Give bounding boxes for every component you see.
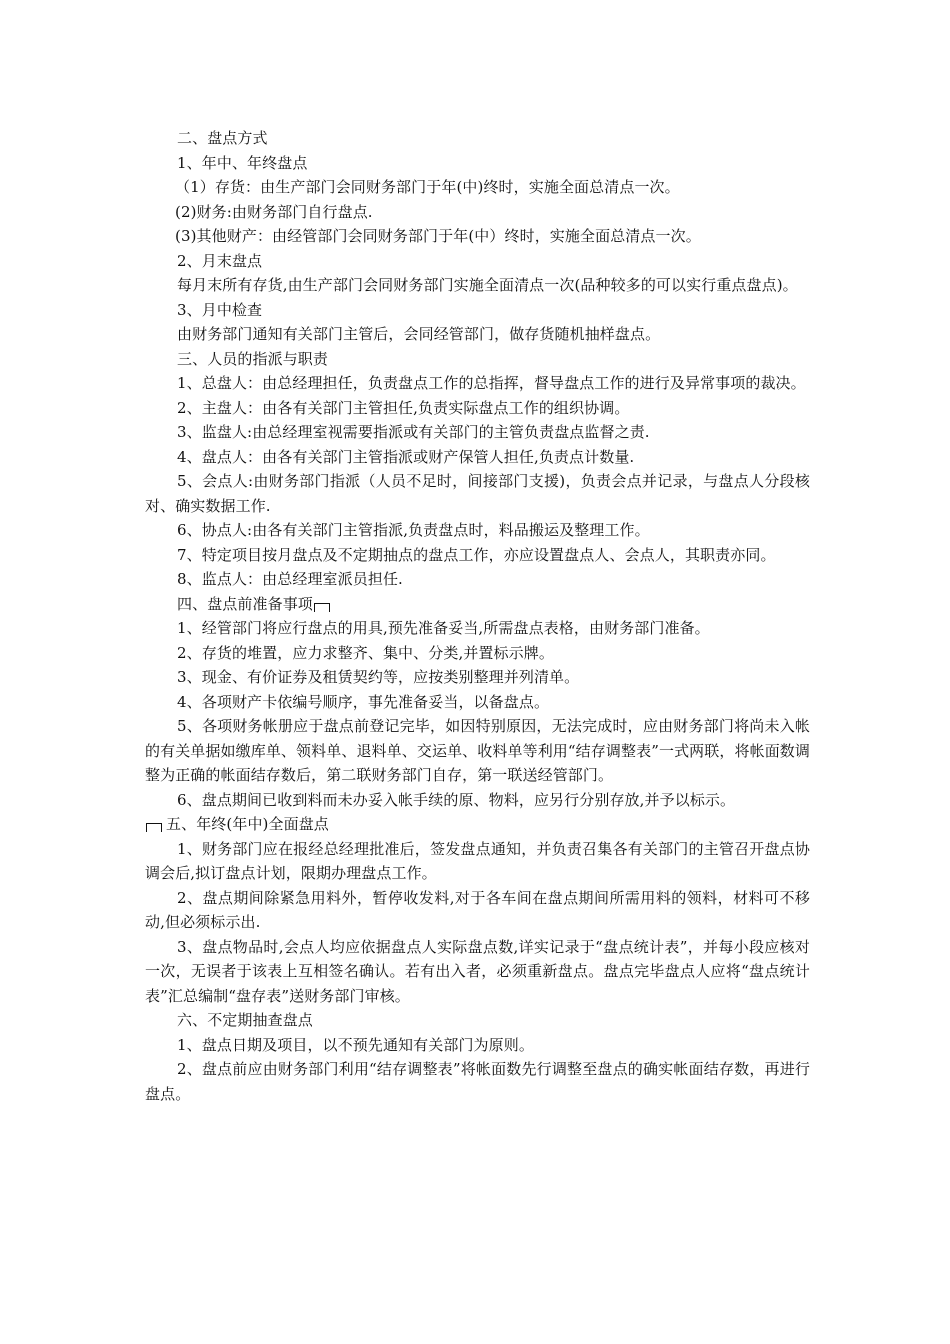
paragraph — [145, 1033, 810, 1058]
paragraph-text: （1）存货：由生产部门会同财务部门于年(中)终时，实施全面总清点一次。 — [175, 178, 680, 196]
paragraph — [145, 690, 810, 715]
paragraph — [145, 249, 810, 274]
paragraph — [145, 665, 810, 690]
paragraph-text: 六、不定期抽查盘点 — [177, 1011, 313, 1029]
paragraph-text: 6、盘点期间已收到料而未办妥入帐手续的原、物料，应另行分别存放,并予以标示。 — [177, 790, 736, 809]
bracket-mark-icon — [314, 603, 330, 612]
paragraph-text: (3)其他财产：由经管部门会同财务部门于年(中）终时，实施全面总清点一次。 — [175, 227, 701, 245]
paragraph-text: 3、现金、有价证券及租赁契约等，应按类别整理并列清单。 — [177, 668, 580, 686]
paragraph-text: 1、财务部门应在报经总经理批准后，签发盘点通知，并负责召集各有关部门的主管召开盘点协调会后,拟订盘点计划，限期办理盘点工作。 — [145, 839, 810, 882]
paragraph — [145, 641, 810, 666]
paragraph — [145, 175, 810, 200]
paragraph — [145, 200, 810, 225]
paragraph — [145, 224, 810, 249]
paragraph-text: 四、盘点前准备事项 — [177, 594, 313, 613]
paragraph — [145, 1057, 810, 1106]
paragraph-text: 1、总盘人：由总经理担任，负责盘点工作的总指挥，督导盘点工作的进行及异常事项的裁决。 — [177, 374, 806, 392]
paragraph-text: 3、盘点物品时,会点人均应依据盘点人实际盘点数,详实记录于“盘点统计表”，并每小段应核对一次，无误者于该表上互相签名确认。若有出入者，必须重新盘点。盘点完毕盘点人应将“盘点统计表”汇总编制“盘存表”送财务部门审核。 — [145, 937, 810, 1005]
paragraph-text: 3、月中检查 — [177, 300, 263, 319]
paragraph — [145, 543, 810, 568]
paragraph — [145, 616, 810, 641]
paragraph — [145, 126, 810, 151]
paragraph-text: 五、年终(年中)全面盘点 — [166, 815, 329, 833]
paragraph-text: 2、主盘人：由各有关部门主管担任,负责实际盘点工作的组织协调。 — [177, 398, 630, 417]
paragraph — [145, 592, 810, 617]
paragraph — [145, 714, 810, 788]
paragraph — [145, 420, 810, 445]
paragraph-text: (2)财务:由财务部门自行盘点. — [175, 202, 373, 221]
paragraph — [145, 837, 810, 886]
paragraph — [145, 788, 810, 813]
paragraph-text: 2、盘点前应由财务部门利用“结存调整表”将帐面数先行调整至盘点的确实帐面结存数，再进行盘点。 — [145, 1060, 810, 1103]
paragraph-text: 7、特定项目按月盘点及不定期抽点的盘点工作，亦应设置盘点人、会点人，其职责亦同。 — [177, 545, 776, 564]
paragraph — [145, 273, 810, 298]
paragraph — [145, 396, 810, 421]
paragraph — [145, 151, 810, 176]
document-body — [145, 126, 810, 1106]
paragraph — [145, 886, 810, 935]
paragraph-text: 二、盘点方式 — [177, 129, 268, 147]
paragraph-text: 每月末所有存货,由生产部门会同财务部门实施全面清点一次(品种较多的可以实行重点盘点)。 — [177, 276, 798, 294]
paragraph — [145, 518, 810, 543]
paragraph — [145, 812, 810, 837]
paragraph — [145, 322, 810, 347]
paragraph — [145, 445, 810, 470]
paragraph-text: 2、盘点期间除紧急用料外，暂停收发料,对于各车间在盘点期间所需用料的领料，材料可不移动,但必须标示出. — [145, 888, 810, 931]
paragraph-text: 2、存货的堆置，应力求整齐、集中、分类,并置标示牌。 — [177, 643, 554, 662]
paragraph-text: 4、各项财产卡依编号顺序，事先准备妥当，以备盘点。 — [177, 692, 550, 711]
paragraph-text: 1、经管部门将应行盘点的用具,预先准备妥当,所需盘点表格，由财务部门准备。 — [177, 619, 710, 637]
paragraph — [145, 469, 810, 518]
bracket-mark-icon — [146, 823, 162, 832]
paragraph — [145, 298, 810, 323]
paragraph-text: 3、监盘人:由总经理室视需要指派或有关部门的主管负责盘点监督之责. — [177, 423, 650, 441]
paragraph-text: 三、人员的指派与职责 — [177, 349, 329, 368]
paragraph — [145, 1008, 810, 1033]
paragraph-text: 由财务部门通知有关部门主管后，会同经管部门，做存货随机抽样盘点。 — [177, 325, 661, 343]
paragraph-text: 1、盘点日期及项目，以不预先通知有关部门为原则。 — [177, 1035, 534, 1054]
paragraph-text: 8、监点人：由总经理室派员担任. — [177, 570, 403, 588]
paragraph-text: 4、盘点人：由各有关部门主管指派或财产保管人担任,负责点计数量. — [177, 447, 635, 466]
paragraph — [145, 371, 810, 396]
paragraph — [145, 567, 810, 592]
paragraph-text: 5、各项财务帐册应于盘点前登记完毕，如因特别原因，无法完成时，应由财务部门将尚未入帐的有关单据如缴库单、领料单、退料单、交运单、收料单等利用“结存调整表”一式两联，将帐面数调整为正确的帐面结存数后，第二联财务部门自存，第一联送经管部门。 — [145, 717, 810, 784]
paragraph — [145, 935, 810, 1009]
paragraph — [145, 347, 810, 372]
paragraph-text: 2、月末盘点 — [177, 251, 263, 270]
paragraph-text: 1、年中、年终盘点 — [177, 153, 308, 172]
paragraph-text: 6、协点人:由各有关部门主管指派,负责盘点时，料品搬运及整理工作。 — [177, 521, 650, 539]
paragraph-text: 5、会点人:由财务部门指派（人员不足时，间接部门支援)，负责会点并记录，与盘点人分段核对、确实数据工作. — [145, 472, 810, 515]
